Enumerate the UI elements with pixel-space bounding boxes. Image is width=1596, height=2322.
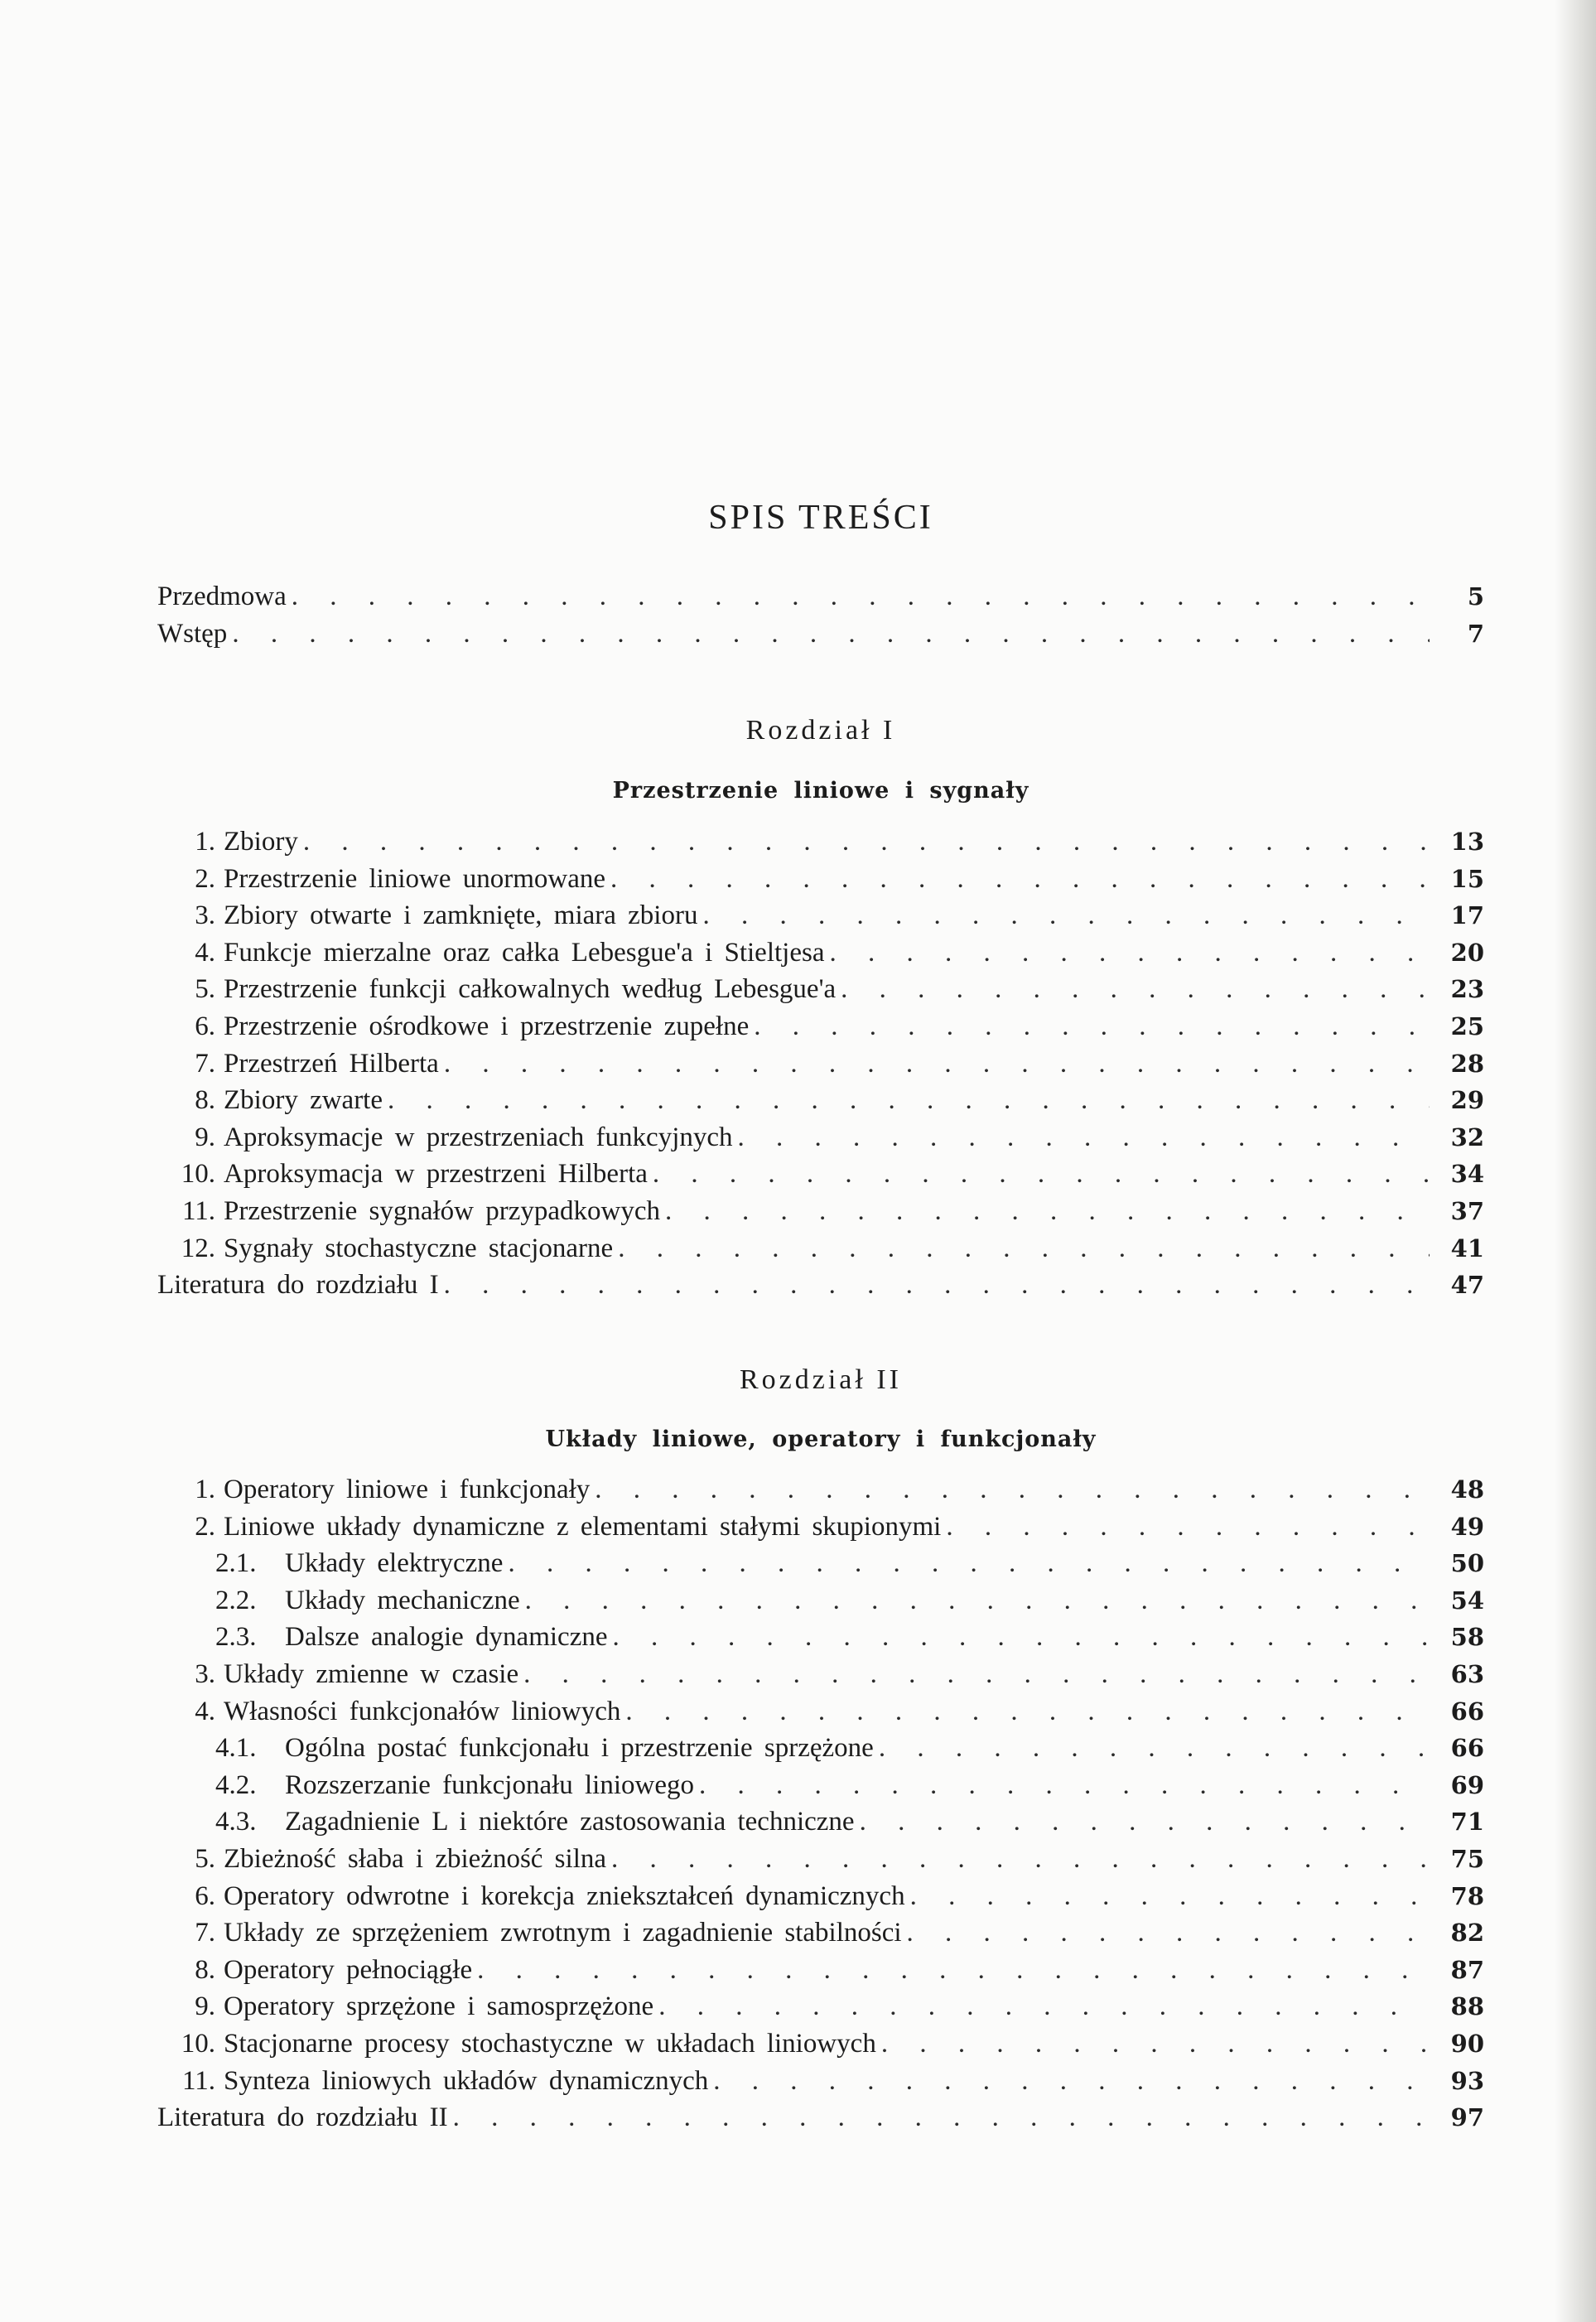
chapter-1-list: [157, 823, 1484, 1304]
toc-entry-label: Synteza liniowych układów dynamicznych: [224, 2065, 709, 2096]
toc-entry-label: Przestrzenie ośrodkowe i przestrzenie zupełne: [224, 1011, 750, 1041]
toc-entry: [157, 1045, 1484, 1083]
toc-entry-number: 1.: [195, 827, 215, 857]
dot-leader: [618, 1230, 1430, 1267]
toc-entry-page: 78: [1450, 1881, 1484, 1910]
toc-entry-number: 8.: [195, 1085, 215, 1116]
toc-entry-label: Operatory pełnociągłe: [224, 1954, 473, 1985]
toc-entry: [157, 1509, 1484, 1546]
dot-leader: [946, 1509, 1430, 1546]
dot-leader: [525, 1582, 1430, 1620]
toc-entry-page: 47: [1450, 1271, 1484, 1300]
toc-entry-page: 54: [1450, 1586, 1484, 1615]
page-title: SPIS TREŚCI: [708, 499, 933, 537]
toc-entry-number: 4.3.: [215, 1807, 257, 1837]
toc-entry-page: 29: [1450, 1086, 1484, 1115]
toc-entry-page: 13: [1450, 828, 1484, 856]
toc-entry-number: 6.: [195, 1011, 215, 1041]
toc-entry-label: Funkcje mierzalne oraz całka Lebesgue'a i Stieltjesa: [224, 937, 825, 968]
toc-entry-label: Stacjonarne procesy stochastyczne w układach liniowych: [224, 2028, 876, 2059]
toc-entry-number: 12.: [181, 1233, 215, 1263]
toc-entry-page: 41: [1450, 1233, 1484, 1262]
toc-entry-label: Układy zmienne w czasie: [224, 1658, 519, 1689]
page-edge-shadow: [1555, 0, 1596, 2322]
toc-entry-page: 63: [1450, 1659, 1484, 1688]
toc-entry-page: 25: [1450, 1011, 1484, 1040]
toc-entry: [157, 2099, 1484, 2136]
toc-entry: [157, 1878, 1484, 1915]
toc-entry-number: 5.: [195, 974, 215, 1005]
dot-leader: [595, 1471, 1430, 1509]
toc-entry-page: 82: [1450, 1919, 1484, 1948]
toc-entry-page: 37: [1450, 1196, 1484, 1225]
toc-entry-label: Literatura do rozdziału I: [157, 1270, 439, 1301]
toc-entry-page: 75: [1450, 1844, 1484, 1873]
toc-entry-page: 66: [1450, 1734, 1484, 1763]
toc-entry-page: 15: [1450, 864, 1484, 893]
dot-leader: [713, 2063, 1430, 2100]
toc-entry-label: Zagadnienie L i niektóre zastosowania techniczne: [285, 1807, 855, 1837]
toc-entry-number: 4.1.: [215, 1733, 257, 1764]
toc-entry-page: 69: [1450, 1770, 1484, 1799]
toc-entry: [157, 1193, 1484, 1230]
toc-entry-page: 28: [1450, 1049, 1484, 1078]
toc-entry-label: Operatory odwrotne i korekcja zniekształceń dynamicznych: [224, 1880, 905, 1911]
toc-entry-label: Przestrzenie liniowe unormowane: [224, 863, 606, 894]
toc-entry: [157, 1952, 1484, 1989]
toc-entry: [157, 1914, 1484, 1952]
toc-entry-number: 2.3.: [215, 1622, 257, 1653]
dot-leader: [625, 1693, 1430, 1731]
toc-entry-number: 10.: [181, 1159, 215, 1190]
dot-leader: [610, 861, 1430, 898]
toc-entry-page: 66: [1450, 1697, 1484, 1726]
toc-entry-label: Literatura do rozdziału II: [157, 2102, 448, 2133]
toc-entry-label: Układy mechaniczne: [285, 1585, 520, 1615]
toc-entry-page: 17: [1450, 901, 1484, 930]
dot-leader: [477, 1952, 1430, 1989]
toc-entry-page: 88: [1450, 1992, 1484, 2021]
chapter-2-heading: Rozdział II: [740, 1364, 902, 1395]
chapter-1-subtitle: Przestrzenie liniowe i sygnały: [612, 778, 1029, 804]
toc-entry-label: Własności funkcjonałów liniowych: [224, 1696, 621, 1726]
dot-leader: [444, 1267, 1430, 1304]
toc-entry-page: 87: [1450, 1955, 1484, 1984]
toc-entry: [157, 823, 1484, 861]
toc-entry-label: Zbiory otwarte i zamknięte, miara zbioru: [224, 900, 698, 931]
toc-entry-page: 49: [1450, 1512, 1484, 1541]
toc-entry-label: Aproksymacja w przestrzeni Hilberta: [224, 1159, 648, 1190]
dot-leader: [699, 1767, 1430, 1804]
toc-entry-number: 7.: [195, 1918, 215, 1948]
toc-entry: [157, 934, 1484, 972]
toc-entry: [157, 1619, 1484, 1656]
toc-entry: [157, 897, 1484, 934]
toc-entry: [157, 615, 1484, 653]
toc-entry-number: 1.: [195, 1475, 215, 1504]
toc-entry-label: Rozszerzanie funkcjonału liniowego: [285, 1769, 694, 1800]
toc-entry-number: 4.2.: [215, 1769, 257, 1800]
toc-entry: [157, 861, 1484, 898]
toc-entry-number: 9.: [195, 1991, 215, 2022]
dot-leader: [907, 1914, 1430, 1952]
toc-entry-number: 5.: [195, 1843, 215, 1874]
toc-entry-page: 48: [1450, 1475, 1484, 1504]
toc-entry: [157, 1471, 1484, 1509]
toc-entry: [157, 1730, 1484, 1767]
toc-entry-label: Układy elektryczne: [285, 1548, 504, 1579]
toc-entry-page: 71: [1450, 1808, 1484, 1837]
dot-leader: [738, 1119, 1430, 1156]
dot-leader: [292, 578, 1430, 615]
toc-entry-label: Przedmowa: [157, 582, 287, 611]
toc-entry-number: 7.: [195, 1048, 215, 1079]
toc-entry-label: Przestrzenie sygnałów przypadkowych: [224, 1195, 660, 1226]
toc-entry: [157, 578, 1484, 615]
toc-entry-page: 58: [1450, 1623, 1484, 1652]
toc-entry-number: 11.: [181, 2065, 215, 2096]
toc-entry: [157, 1545, 1484, 1582]
toc-entry: [157, 1803, 1484, 1841]
dot-leader: [303, 823, 1430, 861]
toc-entry: [157, 1841, 1484, 1878]
toc-entry-number: 10.: [181, 2028, 215, 2059]
toc-entry-page: 20: [1450, 938, 1484, 967]
toc-entry: [157, 971, 1484, 1008]
dot-leader: [453, 2099, 1430, 2136]
toc-entry: [157, 1082, 1484, 1119]
dot-leader: [653, 1156, 1430, 1193]
dot-leader: [829, 934, 1430, 972]
toc-entry-number: 3.: [195, 900, 215, 931]
dot-leader: [523, 1656, 1430, 1693]
toc-entry-page: 5: [1467, 582, 1484, 611]
toc-entry-number: 11.: [181, 1195, 215, 1226]
chapter-2-list: [157, 1471, 1484, 2136]
toc-entry-label: Zbiory zwarte: [224, 1085, 383, 1116]
toc-entry-label: Operatory liniowe i funkcjonały: [224, 1475, 591, 1504]
toc-entry-label: Sygnały stochastyczne stacjonarne: [224, 1233, 614, 1263]
toc-entry-page: 23: [1450, 975, 1484, 1004]
toc-entry-label: Zbiory: [224, 827, 298, 857]
toc-entry: [157, 2025, 1484, 2063]
chapter-2-subtitle: Układy liniowe, operatory i funkcjonały: [545, 1427, 1097, 1452]
toc-entry-number: 9.: [195, 1122, 215, 1152]
dot-leader: [611, 1841, 1430, 1878]
chapter-1-heading: Rozdział I: [745, 715, 896, 746]
toc-entry-page: 90: [1450, 2029, 1484, 2058]
toc-entry-label: Aproksymacje w przestrzeniach funkcyjnych: [224, 1122, 733, 1152]
toc-entry-page: 93: [1450, 2066, 1484, 2095]
toc-entry-number: 8.: [195, 1954, 215, 1985]
toc-entry: [157, 1156, 1484, 1193]
toc-entry: [157, 1230, 1484, 1267]
toc-entry: [157, 1267, 1484, 1304]
toc-entry-number: 2.2.: [215, 1585, 257, 1615]
toc-entry-label: Ogólna postać funkcjonału i przestrzenie sprzężone: [285, 1733, 874, 1764]
dot-leader: [881, 2025, 1430, 2063]
toc-entry-number: 4.: [195, 937, 215, 968]
dot-leader: [702, 897, 1430, 934]
toc-entry-page: 97: [1450, 2103, 1484, 2132]
toc-entry-page: 50: [1450, 1549, 1484, 1578]
toc-entry-label: Przestrzenie funkcji całkowalnych według Lebesgue'a: [224, 974, 837, 1005]
dot-leader: [613, 1619, 1430, 1656]
dot-leader: [754, 1008, 1430, 1045]
toc-entry: [157, 1008, 1484, 1045]
toc-entry-page: 34: [1450, 1160, 1484, 1189]
toc-entry-label: Dalsze analogie dynamiczne: [285, 1622, 608, 1653]
dot-leader: [860, 1803, 1430, 1841]
dot-leader: [444, 1045, 1430, 1083]
toc-entry-label: Liniowe układy dynamiczne z elementami stałymi skupionymi: [224, 1511, 942, 1542]
toc-entry-number: 6.: [195, 1880, 215, 1911]
toc-entry-label: Przestrzeń Hilberta: [224, 1048, 439, 1079]
toc-entry: [157, 1582, 1484, 1620]
dot-leader: [658, 1988, 1430, 2025]
toc-entry: [157, 1693, 1484, 1731]
toc-entry: [157, 1656, 1484, 1693]
toc-entry: [157, 1988, 1484, 2025]
dot-leader: [879, 1730, 1430, 1767]
toc-entry-label: Zbieżność słaba i zbieżność silna: [224, 1843, 607, 1874]
dot-leader: [910, 1878, 1430, 1915]
dot-leader: [665, 1193, 1430, 1230]
toc-entry: [157, 1767, 1484, 1804]
toc-entry-label: Operatory sprzężone i samosprzężone: [224, 1991, 654, 2022]
toc-entry-label: Wstęp: [157, 618, 228, 649]
toc-entry-number: 4.: [195, 1696, 215, 1726]
dot-leader: [841, 971, 1430, 1008]
toc-entry-number: 2.1.: [215, 1548, 257, 1579]
toc-entry-label: Układy ze sprzężeniem zwrotnym i zagadnienie stabilności: [224, 1918, 902, 1948]
toc-entry: [157, 2063, 1484, 2100]
front-matter-list: [157, 578, 1484, 652]
dot-leader: [508, 1545, 1430, 1582]
dot-leader: [232, 615, 1430, 653]
toc-entry: [157, 1119, 1484, 1156]
dot-leader: [388, 1082, 1430, 1119]
toc-entry-page: 7: [1467, 619, 1484, 648]
toc-entry-page: 32: [1450, 1122, 1484, 1151]
toc-entry-number: 3.: [195, 1658, 215, 1689]
toc-entry-number: 2.: [195, 863, 215, 894]
toc-entry-number: 2.: [195, 1511, 215, 1542]
